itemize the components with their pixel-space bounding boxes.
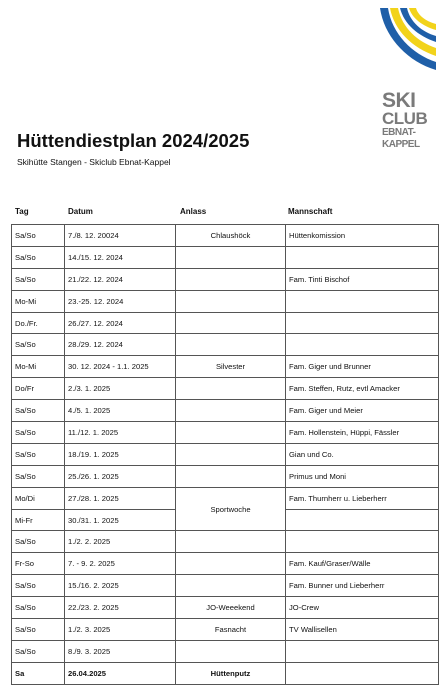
cell-datum: 26./27. 12. 2024: [65, 312, 176, 334]
cell-datum: 25./26. 1. 2025: [65, 465, 176, 487]
logo-text-club: CLUB: [382, 109, 428, 128]
cell-tag: Do./Fr.: [12, 312, 65, 334]
table-row: [12, 443, 439, 465]
cell-tag: Mi-Fr: [12, 509, 65, 531]
cell-mannschaft: Fam. Tinti Bischof: [286, 268, 439, 290]
cell-anlass: [176, 312, 286, 334]
cell-tag: Sa/So: [12, 334, 65, 356]
table-row: [12, 597, 439, 619]
header-anlass: Anlass: [180, 207, 207, 216]
cell-mannschaft: Fam. Giger und Brunner: [286, 356, 439, 378]
cell-datum: 14./15. 12. 2024: [65, 246, 176, 268]
table-row: [12, 400, 439, 422]
table-row: [12, 487, 439, 509]
table-row: [12, 575, 439, 597]
cell-mannschaft: Gian und Co.: [286, 443, 439, 465]
cell-mannschaft: [286, 334, 439, 356]
cell-mannschaft: [286, 290, 439, 312]
cell-mannschaft: Fam. Hollenstein, Hüppi, Fässler: [286, 422, 439, 444]
logo-text-ebnat: EBNAT-: [382, 127, 416, 138]
cell-datum: 27./28. 1. 2025: [65, 487, 176, 509]
cell-anlass: [176, 334, 286, 356]
page-title: Hüttendiestplan 2024/2025: [17, 130, 250, 151]
cell-tag: Sa/So: [12, 531, 65, 553]
logo-text-kappel: KAPPEL: [382, 139, 420, 150]
cell-anlass: [176, 575, 286, 597]
cell-anlass: Chlaushöck: [176, 225, 286, 247]
skiclub-logo: [376, 6, 438, 156]
cell-datum: 21./22. 12. 2024: [65, 268, 176, 290]
cell-tag: Sa/So: [12, 422, 65, 444]
cell-mannschaft: [286, 531, 439, 553]
cell-mannschaft: JO-Crew: [286, 597, 439, 619]
table-row: [12, 662, 439, 684]
cell-anlass: [176, 553, 286, 575]
cell-mannschaft: Fam. Giger und Meier: [286, 400, 439, 422]
cell-datum: 15./16. 2. 2025: [65, 575, 176, 597]
table-row: [12, 378, 439, 400]
table-row: [12, 553, 439, 575]
cell-anlass: [176, 400, 286, 422]
cell-datum: 1./2. 3. 2025: [65, 619, 176, 641]
cell-anlass: [176, 640, 286, 662]
table-row: [12, 640, 439, 662]
cell-mannschaft: Primus und Moni: [286, 465, 439, 487]
header-mannschaft: Mannschaft: [288, 207, 333, 216]
cell-mannschaft: Fam. Steffen, Rutz, evtl Amacker: [286, 378, 439, 400]
cell-mannschaft: [286, 509, 439, 531]
cell-datum: 18./19. 1. 2025: [65, 443, 176, 465]
table-row: [12, 268, 439, 290]
cell-tag: Sa/So: [12, 443, 65, 465]
cell-anlass: [176, 443, 286, 465]
header-tag: Tag: [15, 207, 29, 216]
cell-tag: Fr-So: [12, 553, 65, 575]
cell-tag: Sa/So: [12, 640, 65, 662]
cell-tag: Sa/So: [12, 575, 65, 597]
table-row: [12, 356, 439, 378]
cell-tag: Mo/Di: [12, 487, 65, 509]
cell-datum: 8./9. 3. 2025: [65, 640, 176, 662]
cell-mannschaft: [286, 662, 439, 684]
cell-mannschaft: TV Wallisellen: [286, 619, 439, 641]
cell-mannschaft: Hüttenkomission: [286, 225, 439, 247]
cell-datum: 23.-25. 12. 2024: [65, 290, 176, 312]
cell-anlass: [176, 246, 286, 268]
cell-mannschaft: Fam. Thurnherr u. Lieberherr: [286, 487, 439, 509]
table-row: [12, 334, 439, 356]
table-row: [12, 531, 439, 553]
cell-anlass: [176, 465, 286, 487]
cell-anlass: Fasnacht: [176, 619, 286, 641]
cell-tag: Sa: [12, 662, 65, 684]
cell-anlass: [176, 422, 286, 444]
cell-datum: 28./29. 12. 2024: [65, 334, 176, 356]
header-datum: Datum: [68, 207, 93, 216]
cell-datum: 2./3. 1. 2025: [65, 378, 176, 400]
cell-datum: 30. 12. 2024 - 1.1. 2025: [65, 356, 176, 378]
cell-tag: Sa/So: [12, 465, 65, 487]
cell-anlass: [176, 268, 286, 290]
cell-datum: 7./8. 12. 20024: [65, 225, 176, 247]
logo-text-ski: SKI: [382, 89, 416, 112]
cell-datum: 11./12. 1. 2025: [65, 422, 176, 444]
cell-anlass: [176, 290, 286, 312]
cell-tag: Sa/So: [12, 597, 65, 619]
cell-anlass: Hüttenputz: [176, 662, 286, 684]
cell-mannschaft: [286, 312, 439, 334]
cell-datum: 26.04.2025: [65, 662, 176, 684]
schedule-table: [11, 224, 439, 685]
cell-datum: 22./23. 2. 2025: [65, 597, 176, 619]
cell-anlass: Sportwoche: [176, 487, 286, 531]
cell-datum: 4./5. 1. 2025: [65, 400, 176, 422]
cell-datum: 30./31. 1. 2025: [65, 509, 176, 531]
cell-anlass: JO-Weeekend: [176, 597, 286, 619]
table-row: [12, 465, 439, 487]
table-row: [12, 619, 439, 641]
cell-mannschaft: Fam. Bunner und Lieberherr: [286, 575, 439, 597]
cell-tag: Sa/So: [12, 246, 65, 268]
cell-anlass: [176, 531, 286, 553]
cell-mannschaft: [286, 246, 439, 268]
cell-tag: Sa/So: [12, 268, 65, 290]
logo-swoosh-icon: [376, 6, 438, 90]
cell-tag: Mo-Mi: [12, 356, 65, 378]
table-row: [12, 422, 439, 444]
table-row: [12, 312, 439, 334]
cell-tag: Sa/So: [12, 400, 65, 422]
cell-tag: Mo-Mi: [12, 290, 65, 312]
table-row: [12, 290, 439, 312]
cell-tag: Sa/So: [12, 619, 65, 641]
table-row: [12, 225, 439, 247]
cell-anlass: Silvester: [176, 356, 286, 378]
cell-tag: Sa/So: [12, 225, 65, 247]
cell-datum: 1./2. 2. 2025: [65, 531, 176, 553]
cell-mannschaft: [286, 640, 439, 662]
cell-datum: 7. - 9. 2. 2025: [65, 553, 176, 575]
table-row: [12, 246, 439, 268]
cell-anlass: [176, 378, 286, 400]
cell-mannschaft: Fam. Kauf/Graser/Wälle: [286, 553, 439, 575]
page-subtitle: Skihütte Stangen - Skiclub Ebnat-Kappel: [17, 157, 171, 167]
cell-tag: Do/Fr: [12, 378, 65, 400]
